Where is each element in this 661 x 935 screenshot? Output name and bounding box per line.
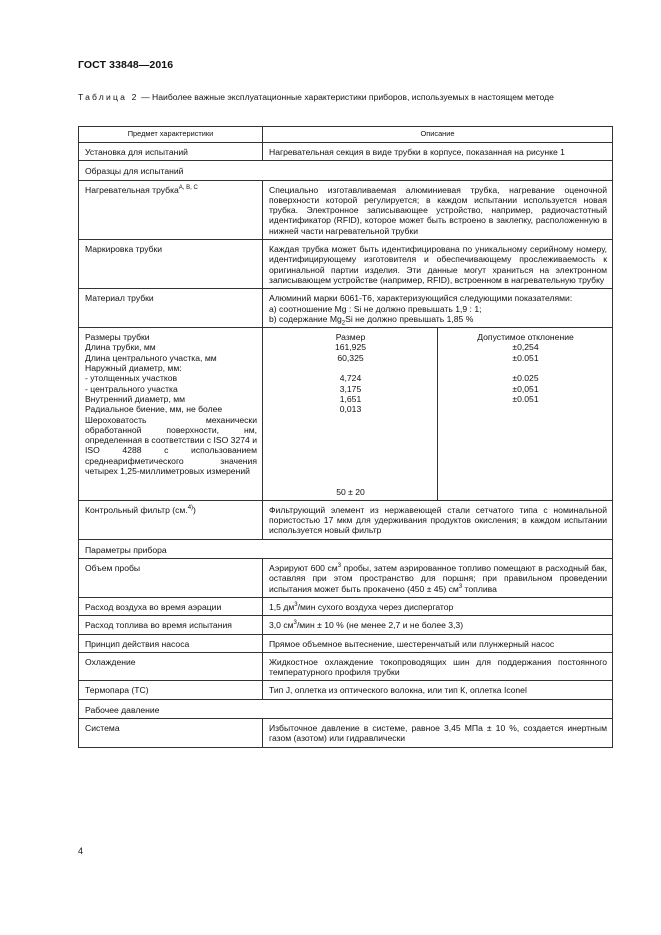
- size-value: 1,651: [339, 393, 362, 404]
- label-text: Нагревательная трубка: [85, 184, 179, 195]
- row-description: Прямое объемное вытеснение, шестеренчатый или плунжерный насос: [263, 634, 613, 652]
- dim-label: Шероховатость механически обработанной поверхности, нм, определенная в соответствии с ISO 3274 и ISO 4288 с использованием среднеарифметического значения четырех 1,25-миллиметровых измерений: [85, 414, 257, 477]
- superscript: 3: [458, 583, 463, 590]
- table-row: [79, 289, 613, 328]
- size-value: 161,925: [334, 342, 367, 353]
- row-label: Охлаждение: [79, 652, 263, 681]
- table-row: [79, 597, 613, 615]
- tolerance-value: ±0.051: [512, 393, 539, 404]
- row-label: Установка для испытаний: [79, 143, 263, 161]
- section-row: [79, 539, 613, 558]
- characteristics-table: [78, 126, 613, 748]
- tolerance-value: ±0.051: [512, 352, 539, 363]
- row-label: [79, 500, 263, 539]
- label-text-end: ): [193, 504, 196, 515]
- dim-label: Наружный диаметр, мм:: [85, 363, 182, 374]
- section-title: Образцы для испытаний: [79, 161, 613, 180]
- dim-label: Длина центрального участка, мм: [85, 352, 217, 363]
- footnote-ref: 4): [187, 504, 194, 511]
- tolerance-header: Допустимое отклонение: [477, 332, 574, 343]
- row-description: Каждая трубка может быть идентифицирована по уникальному серийному номеру, идентифицирующему изготовителя и обеспечивающему прослеживаемость к оригинальной партии изделия. Эти данные могут храниться на электронном записывающем устройстве (например, RFID), встроенном в нагревательную трубку: [263, 240, 613, 289]
- size-value: 4,724: [339, 373, 362, 384]
- size-header: Размер: [335, 332, 366, 343]
- table-caption-text: — Наиболее важные эксплуатационные характеристики приборов, используемых в настоящем методе: [141, 92, 554, 102]
- row-description: [263, 616, 613, 634]
- tolerance-column: [438, 328, 613, 501]
- table-row: [79, 143, 613, 161]
- tolerance-value: ±0.025: [512, 373, 539, 384]
- size-value: 60,325: [337, 352, 364, 363]
- table-row: [79, 718, 613, 747]
- footnote-ref: A, B, C: [178, 184, 198, 191]
- row-label: Система: [79, 718, 263, 747]
- row-description: Жидкостное охлаждение токопроводящих шин для поддержания постоянного температурного профиля трубки: [263, 652, 613, 681]
- row-description: [263, 289, 613, 328]
- dim-label: Размеры трубки: [85, 332, 150, 343]
- subscript: 2: [341, 320, 346, 327]
- table-caption: [78, 92, 612, 103]
- row-label: Расход воздуха во время аэрации: [79, 597, 263, 615]
- column-header-subject: Предмет характеристики: [79, 127, 263, 143]
- dim-label: - центрального участка: [85, 383, 178, 394]
- row-description: [263, 559, 613, 598]
- label-text: Контрольный фильтр (см.: [85, 504, 188, 515]
- dim-label: Радиальное биение, мм, не более: [85, 404, 223, 415]
- size-column: [263, 328, 438, 501]
- section-title: Рабочее давление: [79, 699, 613, 718]
- table-header-row: [79, 127, 613, 143]
- table-row: [79, 652, 613, 681]
- desc-text-mid: пробы, затем аэрированное топливо помещают в расходный бак, оставляя при этом пространство для поршня; при правильном проведении испытания может быть прокачено (450 ± 45) см: [269, 563, 608, 594]
- row-label: Термопара (ТС): [79, 681, 263, 699]
- row-description: Специально изготавливаемая алюминиевая трубка, нагревание оценочной поверхности которой регулируется; в каждом испытании используется новая трубка. Электронное записывающее устройство, например, радиочастотный идентификатор (RFID), которое может быть встроено в заклепку, расположенную в нижней части нагревательной трубки: [263, 180, 613, 239]
- superscript: 3: [293, 620, 297, 627]
- item-b-text: b) содержание Mg: [269, 313, 342, 324]
- document-header: ГОСТ 33848—2016: [78, 59, 174, 71]
- dimension-labels: [79, 328, 263, 501]
- desc-text-end: топлива: [462, 583, 497, 594]
- desc-text: Аэрируют 600 см: [269, 563, 338, 574]
- table-row: [79, 616, 613, 634]
- row-description: Избыточное давление в системе, равное 3,45 МПа ± 10 %, создается инертным газом (азотом) или гидравлически: [263, 718, 613, 747]
- table-row: [79, 180, 613, 239]
- dimensions-row: [79, 328, 613, 501]
- desc-text-end: /мин ± 10 % (не менее 2,7 и не более 3,3): [296, 620, 464, 631]
- section-title: Параметры прибора: [79, 539, 613, 558]
- tolerance-value: ±0,254: [512, 342, 539, 353]
- section-row: [79, 699, 613, 718]
- item-b-text-end: Si не должно превышать 1,85 %: [345, 313, 474, 324]
- row-label: [79, 180, 263, 239]
- table-row: [79, 634, 613, 652]
- desc-text-end: /мин сухого воздуха через диспергатор: [297, 601, 454, 612]
- material-item-a: a) соотношение Mg : Si не должно превышать 1,9 : 1;: [269, 303, 482, 314]
- size-value: 0,013: [339, 404, 362, 415]
- row-description: [263, 597, 613, 615]
- row-label: Принцип действия насоса: [79, 634, 263, 652]
- row-label: Объем пробы: [79, 559, 263, 598]
- table-row: [79, 500, 613, 539]
- table-row: [79, 559, 613, 598]
- page-number: 4: [78, 846, 84, 856]
- desc-text: 1,5 дм: [269, 601, 295, 612]
- dim-label: Внутренний диаметр, мм: [85, 393, 186, 404]
- column-header-description: Описание: [263, 127, 613, 143]
- row-description: Фильтрующий элемент из нержавеющей стали сетчатого типа с номинальной пористостью 17 мкм для удерживания продуктов окисления; в каждом испытании используется новый фильтр: [263, 500, 613, 539]
- material-intro: Алюминий марки 6061-Т6, характеризующийся следующими показателями:: [269, 293, 573, 304]
- table-row: [79, 240, 613, 289]
- table-row: [79, 681, 613, 699]
- row-label: Маркировка трубки: [79, 240, 263, 289]
- row-description: Тип J, оплетка из оптического волокна, или тип К, оплетка Iconel: [263, 681, 613, 699]
- row-label: Расход топлива во время испытания: [79, 616, 263, 634]
- tolerance-value: ±0,051: [512, 383, 539, 394]
- size-value: 50 ± 20: [336, 486, 365, 497]
- material-item-b: [269, 313, 607, 327]
- dim-label: Длина трубки, мм: [85, 342, 156, 353]
- desc-text: 3,0 см: [269, 620, 294, 631]
- table-caption-label: Таблица 2: [78, 92, 139, 102]
- section-row: [79, 161, 613, 180]
- row-description: Нагревательная секция в виде трубки в корпусе, показанная на рисунке 1: [263, 143, 613, 161]
- size-value: 3,175: [339, 383, 362, 394]
- row-label: Материал трубки: [79, 289, 263, 328]
- superscript: 3: [294, 602, 298, 609]
- dim-label: - утолщенных участков: [85, 373, 178, 384]
- superscript: 3: [337, 563, 342, 570]
